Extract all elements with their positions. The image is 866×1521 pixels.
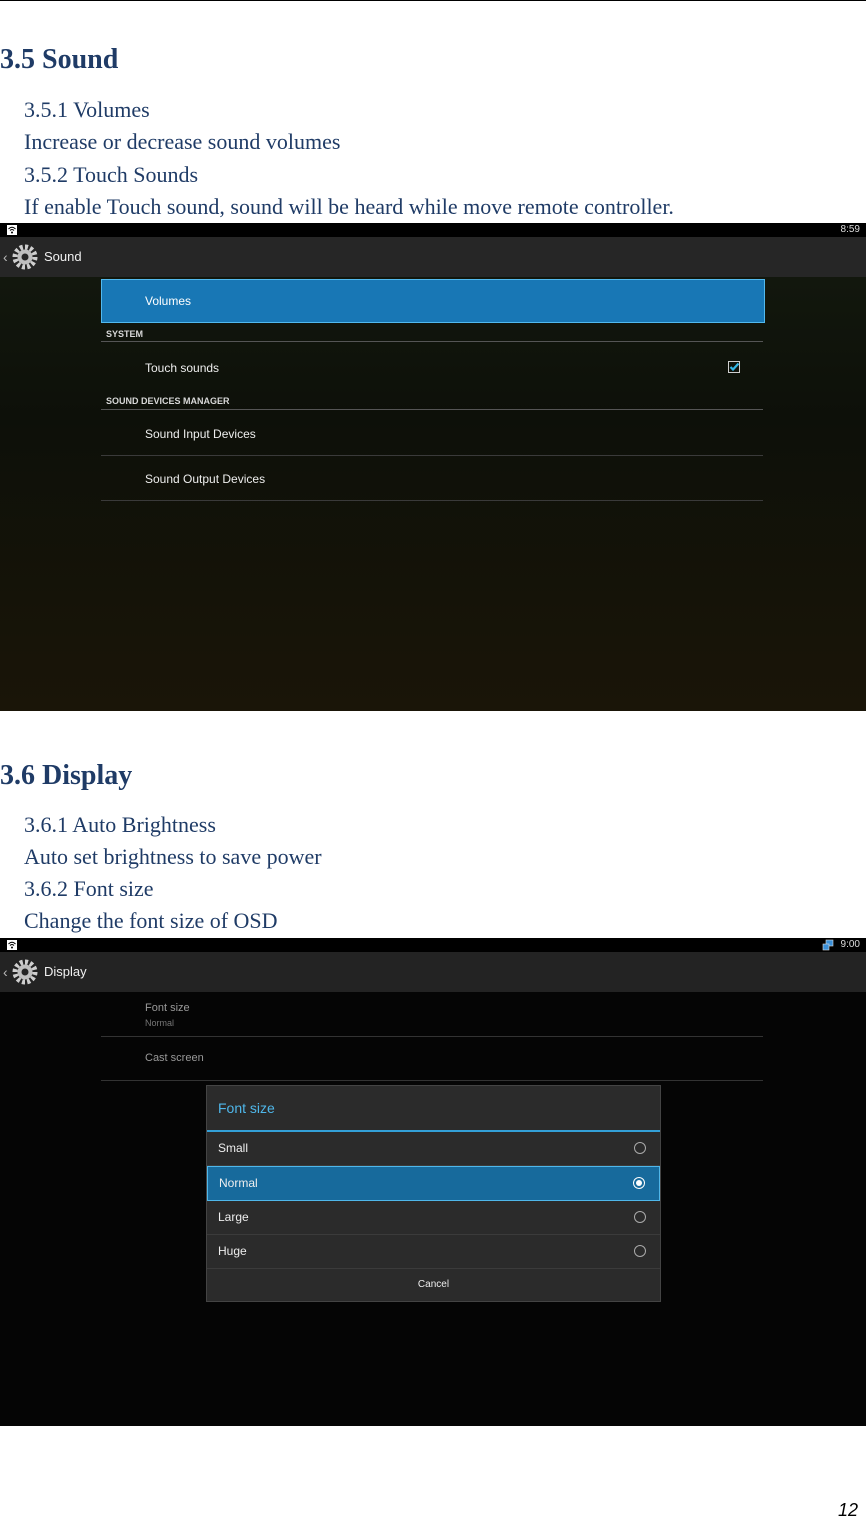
option-label: Huge bbox=[218, 1244, 247, 1258]
section-header-sound-devices: SOUND DEVICES MANAGER bbox=[106, 396, 230, 406]
font-size-dialog bbox=[206, 1085, 661, 1302]
font-size-description: Change the font size of OSD bbox=[24, 908, 278, 933]
action-bar bbox=[0, 952, 866, 992]
volumes-label: Volumes bbox=[145, 294, 192, 308]
back-icon[interactable]: ‹ bbox=[3, 964, 8, 980]
option-large[interactable] bbox=[207, 1201, 660, 1235]
touch-sounds-description: If enable Touch sound, sound will be heard while move remote controller. bbox=[24, 194, 674, 219]
sound-output-devices-label: Sound Output Devices bbox=[145, 472, 266, 486]
clock: 8:59 bbox=[840, 224, 860, 235]
sound-screenshot bbox=[0, 223, 866, 711]
cast-screen-item[interactable] bbox=[101, 1037, 763, 1081]
auto-brightness-subheading: 3.6.1 Auto Brightness bbox=[24, 812, 216, 837]
option-label: Normal bbox=[219, 1176, 258, 1190]
sound-output-devices-item[interactable] bbox=[101, 456, 763, 501]
settings-gear-icon[interactable] bbox=[10, 242, 40, 272]
divider bbox=[101, 341, 763, 342]
screen-title: Sound bbox=[44, 249, 82, 264]
divider bbox=[101, 409, 763, 410]
radio-icon[interactable] bbox=[634, 1142, 646, 1154]
volumes-item[interactable] bbox=[101, 279, 765, 323]
radio-icon[interactable] bbox=[634, 1245, 646, 1257]
radio-selected-icon[interactable] bbox=[633, 1177, 645, 1189]
wifi-icon bbox=[7, 225, 17, 235]
wifi-icon bbox=[7, 940, 17, 950]
volumes-description: Increase or decrease sound volumes bbox=[24, 129, 341, 154]
checkbox-checked-icon[interactable] bbox=[728, 361, 740, 373]
font-size-item[interactable] bbox=[101, 994, 763, 1037]
section-header-system: SYSTEM bbox=[106, 329, 144, 339]
display-heading: 3.6 Display bbox=[0, 760, 133, 791]
radio-icon[interactable] bbox=[634, 1211, 646, 1223]
cancel-button[interactable]: Cancel bbox=[417, 1279, 450, 1290]
touch-sounds-subheading: 3.5.2 Touch Sounds bbox=[24, 162, 199, 187]
volumes-subheading: 3.5.1 Volumes bbox=[24, 97, 150, 122]
status-bar bbox=[0, 938, 866, 952]
sound-input-devices-item[interactable] bbox=[101, 411, 763, 456]
action-bar bbox=[0, 237, 866, 277]
auto-brightness-description: Auto set brightness to save power bbox=[24, 844, 322, 869]
page-number: 12 bbox=[837, 1500, 858, 1520]
option-huge[interactable] bbox=[207, 1235, 660, 1269]
sound-input-devices-label: Sound Input Devices bbox=[145, 427, 256, 441]
font-size-subheading: 3.6.2 Font size bbox=[24, 876, 154, 901]
font-size-value: Normal bbox=[145, 1018, 175, 1028]
cast-screen-label: Cast screen bbox=[145, 1052, 204, 1064]
dialog-title: Font size bbox=[207, 1086, 660, 1132]
sound-heading: 3.5 Sound bbox=[0, 44, 119, 75]
top-rule bbox=[0, 0, 866, 1]
option-label: Small bbox=[218, 1141, 249, 1155]
touch-sounds-label: Touch sounds bbox=[145, 361, 220, 375]
font-size-label: Font size bbox=[145, 1002, 190, 1014]
back-icon[interactable]: ‹ bbox=[3, 249, 8, 265]
option-small[interactable] bbox=[207, 1132, 660, 1166]
status-bar bbox=[0, 223, 866, 237]
option-label: Large bbox=[218, 1210, 249, 1224]
screen-title: Display bbox=[44, 964, 87, 979]
option-normal[interactable] bbox=[207, 1166, 660, 1201]
display-screenshot bbox=[0, 938, 866, 1426]
clock: 9:00 bbox=[840, 939, 860, 950]
touch-sounds-item[interactable] bbox=[101, 343, 763, 378]
screen-cast-icon bbox=[822, 939, 834, 951]
settings-gear-icon[interactable] bbox=[10, 957, 40, 987]
